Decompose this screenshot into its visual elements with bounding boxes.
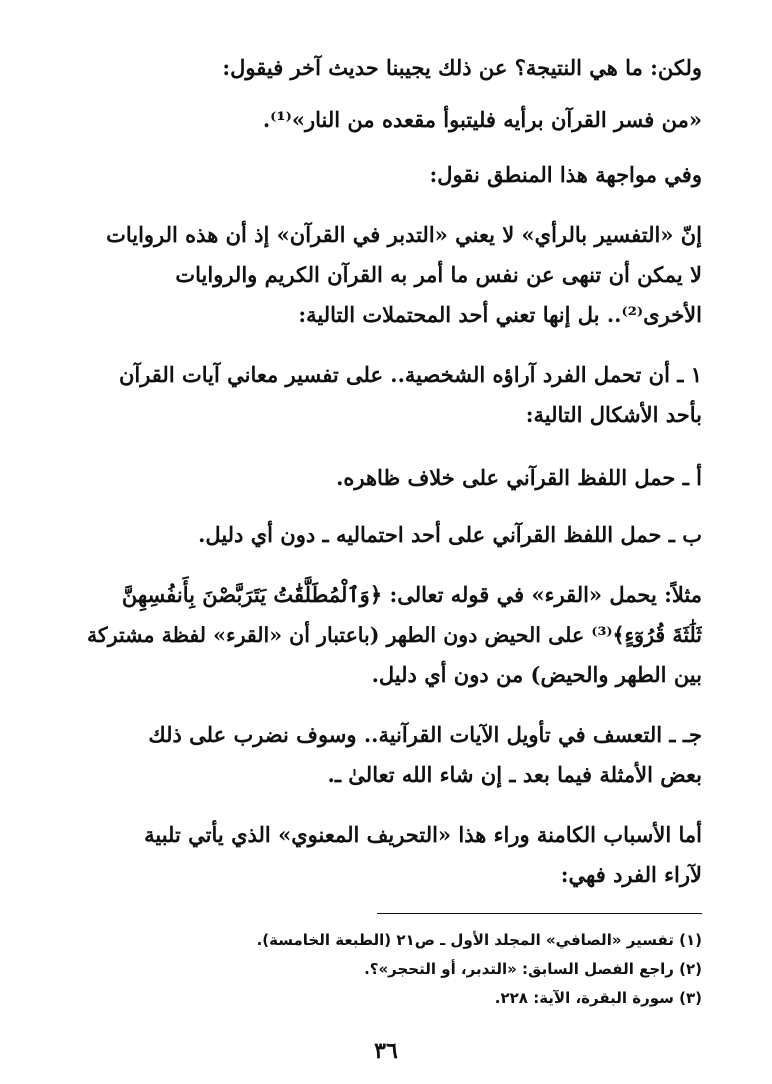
paragraph — [78, 355, 702, 435]
footnote-separator — [377, 913, 702, 914]
paragraph — [78, 48, 702, 88]
text-line: إنّ «التفسير بالرأي» لا يعني «التدبر في القرآن» إذ أن هذه الروايات — [106, 222, 702, 247]
text-line: ١ ـ أن تحمل الفرد آراؤه الشخصية.. على تفسير معاني آيات القرآن — [118, 362, 702, 387]
text-line: بعض الأمثلة فيما بعد ـ إن شاء الله تعالىٰ ـ. — [327, 762, 702, 787]
page-number: ٣٦ — [374, 1038, 398, 1064]
text-line: وفي مواجهة هذا المنطق نقول: — [429, 162, 702, 187]
footnote: (٢) راجع الفصل السابق: «التدبر، أو التحجر»؟. — [364, 960, 702, 978]
paragraph — [78, 815, 702, 895]
text-line: مثلاً: يحمل «القرء» في قوله تعالى: ﴿وَٱلْمُطَلَّقَٰتُ يَتَرَبَّصْنَ بِأَنفُسِهِنَّ — [121, 582, 702, 607]
text-line: لآراء الفرد فهي: — [560, 862, 702, 887]
paragraph — [78, 215, 702, 335]
paragraph — [78, 100, 702, 140]
paragraph — [78, 715, 702, 795]
text-line: لا يمكن أن تنهى عن نفس ما أمر به القرآن الكريم والروايات — [175, 262, 702, 287]
text-line: أ ـ حمل اللفظ القرآني على خلاف ظاهره. — [336, 465, 702, 490]
footnote: (١) تفسير «الصافي» المجلد الأول ـ ص٢١ (الطبعة الخامسة). — [256, 931, 702, 949]
paragraph — [78, 155, 702, 195]
text-line: ولكن: ما هي النتيجة؟ عن ذلك يجيبنا حديث آخر فيقول: — [222, 55, 702, 80]
paragraph — [78, 458, 702, 498]
text-line: أما الأسباب الكامنة وراء هذا «التحريف المعنوي» الذي يأتي تلبية — [144, 822, 702, 847]
text-line: «من فسر القرآن برأيه فليتبوأ مقعده من النار»⁽¹⁾. — [262, 107, 702, 132]
footnote: (٣) سورة البقرة، الآية: ٢٢٨. — [494, 989, 702, 1007]
text-line: الأخرى⁽²⁾.. بل إنها تعني أحد المحتملات التالية: — [298, 302, 702, 327]
text-line: جـ ـ التعسف في تأويل الآيات القرآنية.. وسوف نضرب على ذلك — [148, 722, 702, 747]
text-line: بين الطهر والحيض) من دون أي دليل. — [371, 662, 702, 687]
footnotes — [78, 926, 702, 1013]
paragraph — [78, 575, 702, 695]
text-line: ثَلَٰثَةَ قُرُوٓءٍ﴾⁽³⁾ على الحيض دون الطهر (باعتبار أن «القرء» لفظة مشتركة — [86, 623, 702, 647]
text-line: ب ـ حمل اللفظ القرآني على أحد احتماليه ـ دون أي دليل. — [198, 522, 702, 547]
text-line: بأحد الأشكال التالية: — [525, 402, 702, 427]
paragraph — [78, 515, 702, 555]
